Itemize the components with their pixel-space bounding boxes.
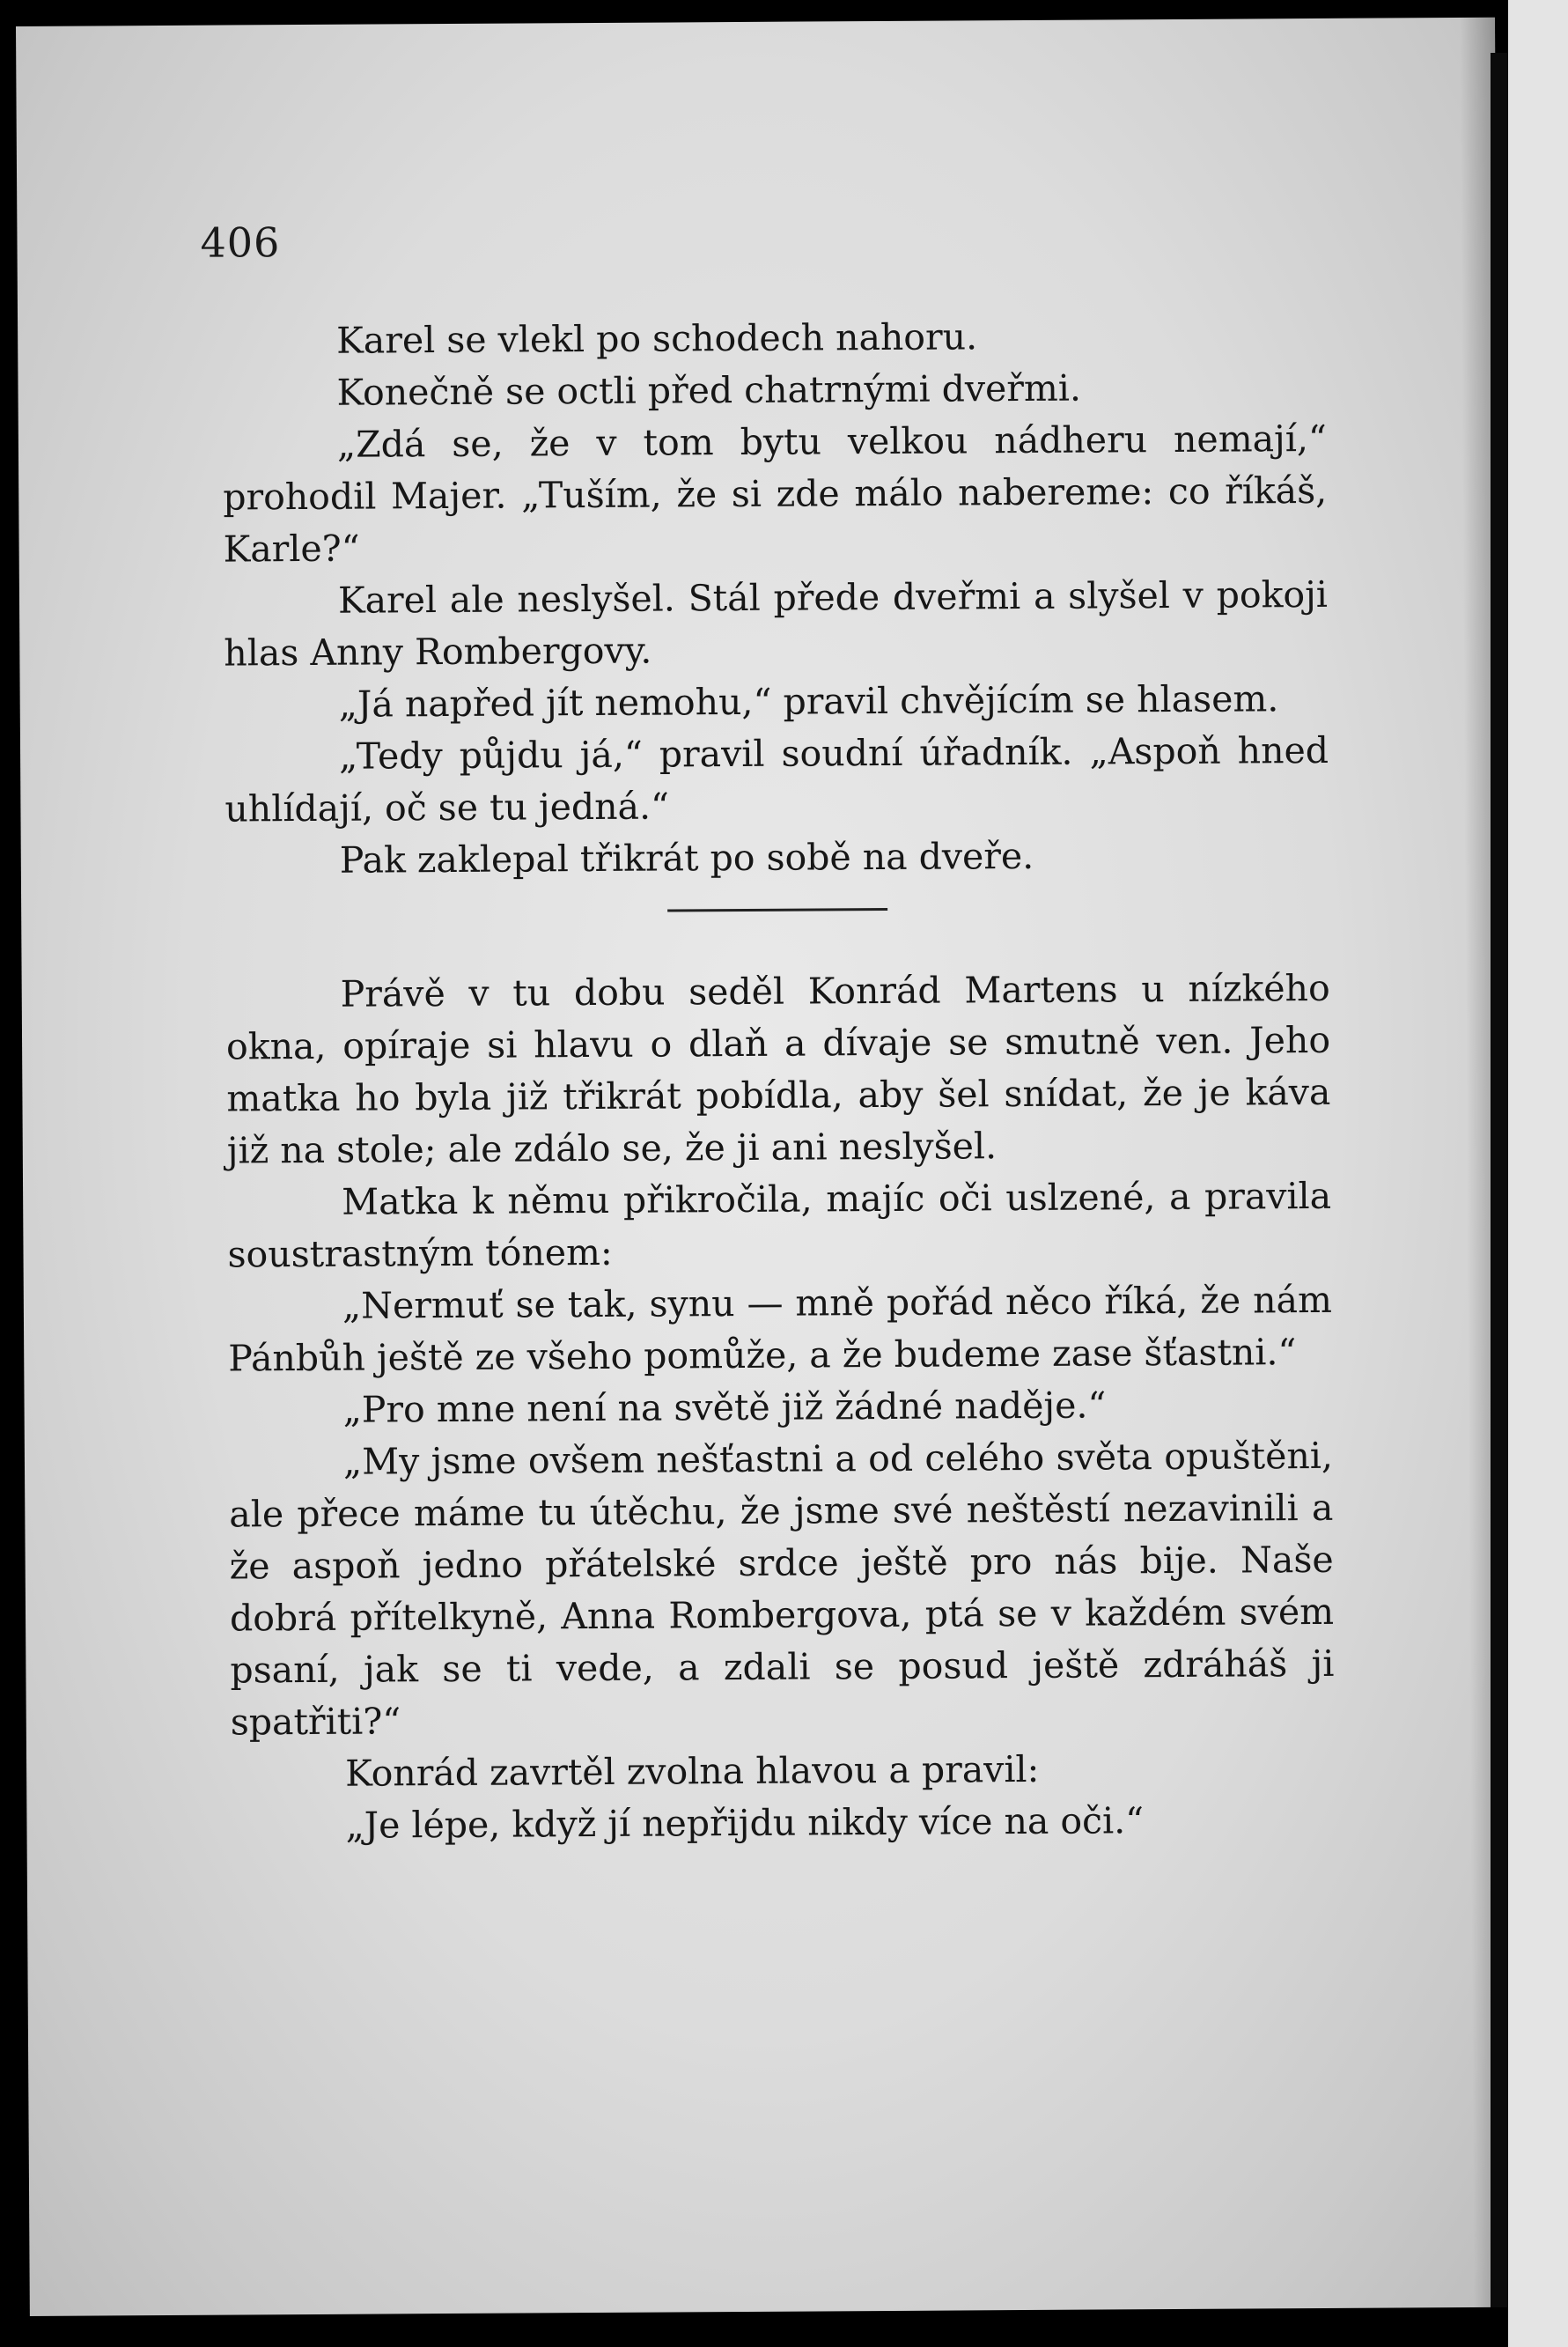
paragraph: „My jsme ovšem nešťastni a od celého světa opuštěni, ale přece máme tu útěchu, že jsme své neštěstí nezavinili a že aspoň jedno přátelské srdce ještě pro nás bije. Naše dobrá přítelkyně, Anna Rombergova, ptá se v každém svém psaní, jak se ti vede, a zdali se posud ještě zdráháš ji spatřiti?“ — [229, 1434, 1335, 1744]
paragraph: Karel ale neslyšel. Stál přede dveřmi a slyšel v pokoji hlas Anny Rombergovy. — [224, 572, 1329, 675]
paragraph: „Zdá se, že v tom bytu velkou nádheru nemají,“ prohodil Majer. „Tuším, že si zde málo nabereme: co říkáš, Karle?“ — [223, 417, 1328, 571]
paragraph: Pak zaklepal třikrát po sobě na dveře. — [339, 834, 1034, 882]
text-section-1 — [222, 309, 1329, 888]
paragraph: Karel se vlekl po schodech nahoru. — [336, 315, 978, 362]
paragraph: Konrád zavrtěl zvolna hlavou a pravil: — [344, 1747, 1040, 1795]
paragraph: „Je lépe, když jí nepřijdu nikdy více na oči.“ — [345, 1799, 1145, 1847]
paragraph: „Tedy půjdu já,“ pravil soudní úřadník. „Aspoň hned uhlídají, oč se tu jedná.“ — [225, 728, 1329, 830]
paragraph: Matka k němu přikročila, majíc oči uslzené, a pravila soustrastným tónem: — [227, 1174, 1332, 1276]
page-edge-bar — [1491, 53, 1508, 2307]
paper-sheet — [16, 18, 1509, 2316]
section-separator — [667, 908, 887, 912]
text-section-2 — [226, 963, 1336, 1853]
paragraph: Právě v tu dobu seděl Konrád Martens u nízkého okna, opíraje si hlavu o dlaň a dívaje se smutně ven. Jeho matka ho byla již třikrát pobídla, aby šel snídat, že je káva již na stole; ale zdálo se, že ji ani neslyšel. — [225, 966, 1331, 1172]
paragraph: „Pro mne není na světě již žádné naděje.“ — [342, 1384, 1107, 1431]
text-body — [222, 309, 1336, 1853]
paragraph: Konečně se octli před chatrnými dveřmi. — [336, 366, 1082, 414]
paragraph: „Já napřed jít nemohu,“ pravil chvějícím se hlasem. — [338, 677, 1279, 726]
next-page-edge — [1508, 0, 1568, 2347]
paragraph: „Nermuť se tak, synu — mně pořád něco říká, že nám Pánbůh ještě ze všeho pomůže, a že budeme zase šťastni.“ — [228, 1278, 1333, 1380]
page-number: 406 — [200, 218, 281, 267]
